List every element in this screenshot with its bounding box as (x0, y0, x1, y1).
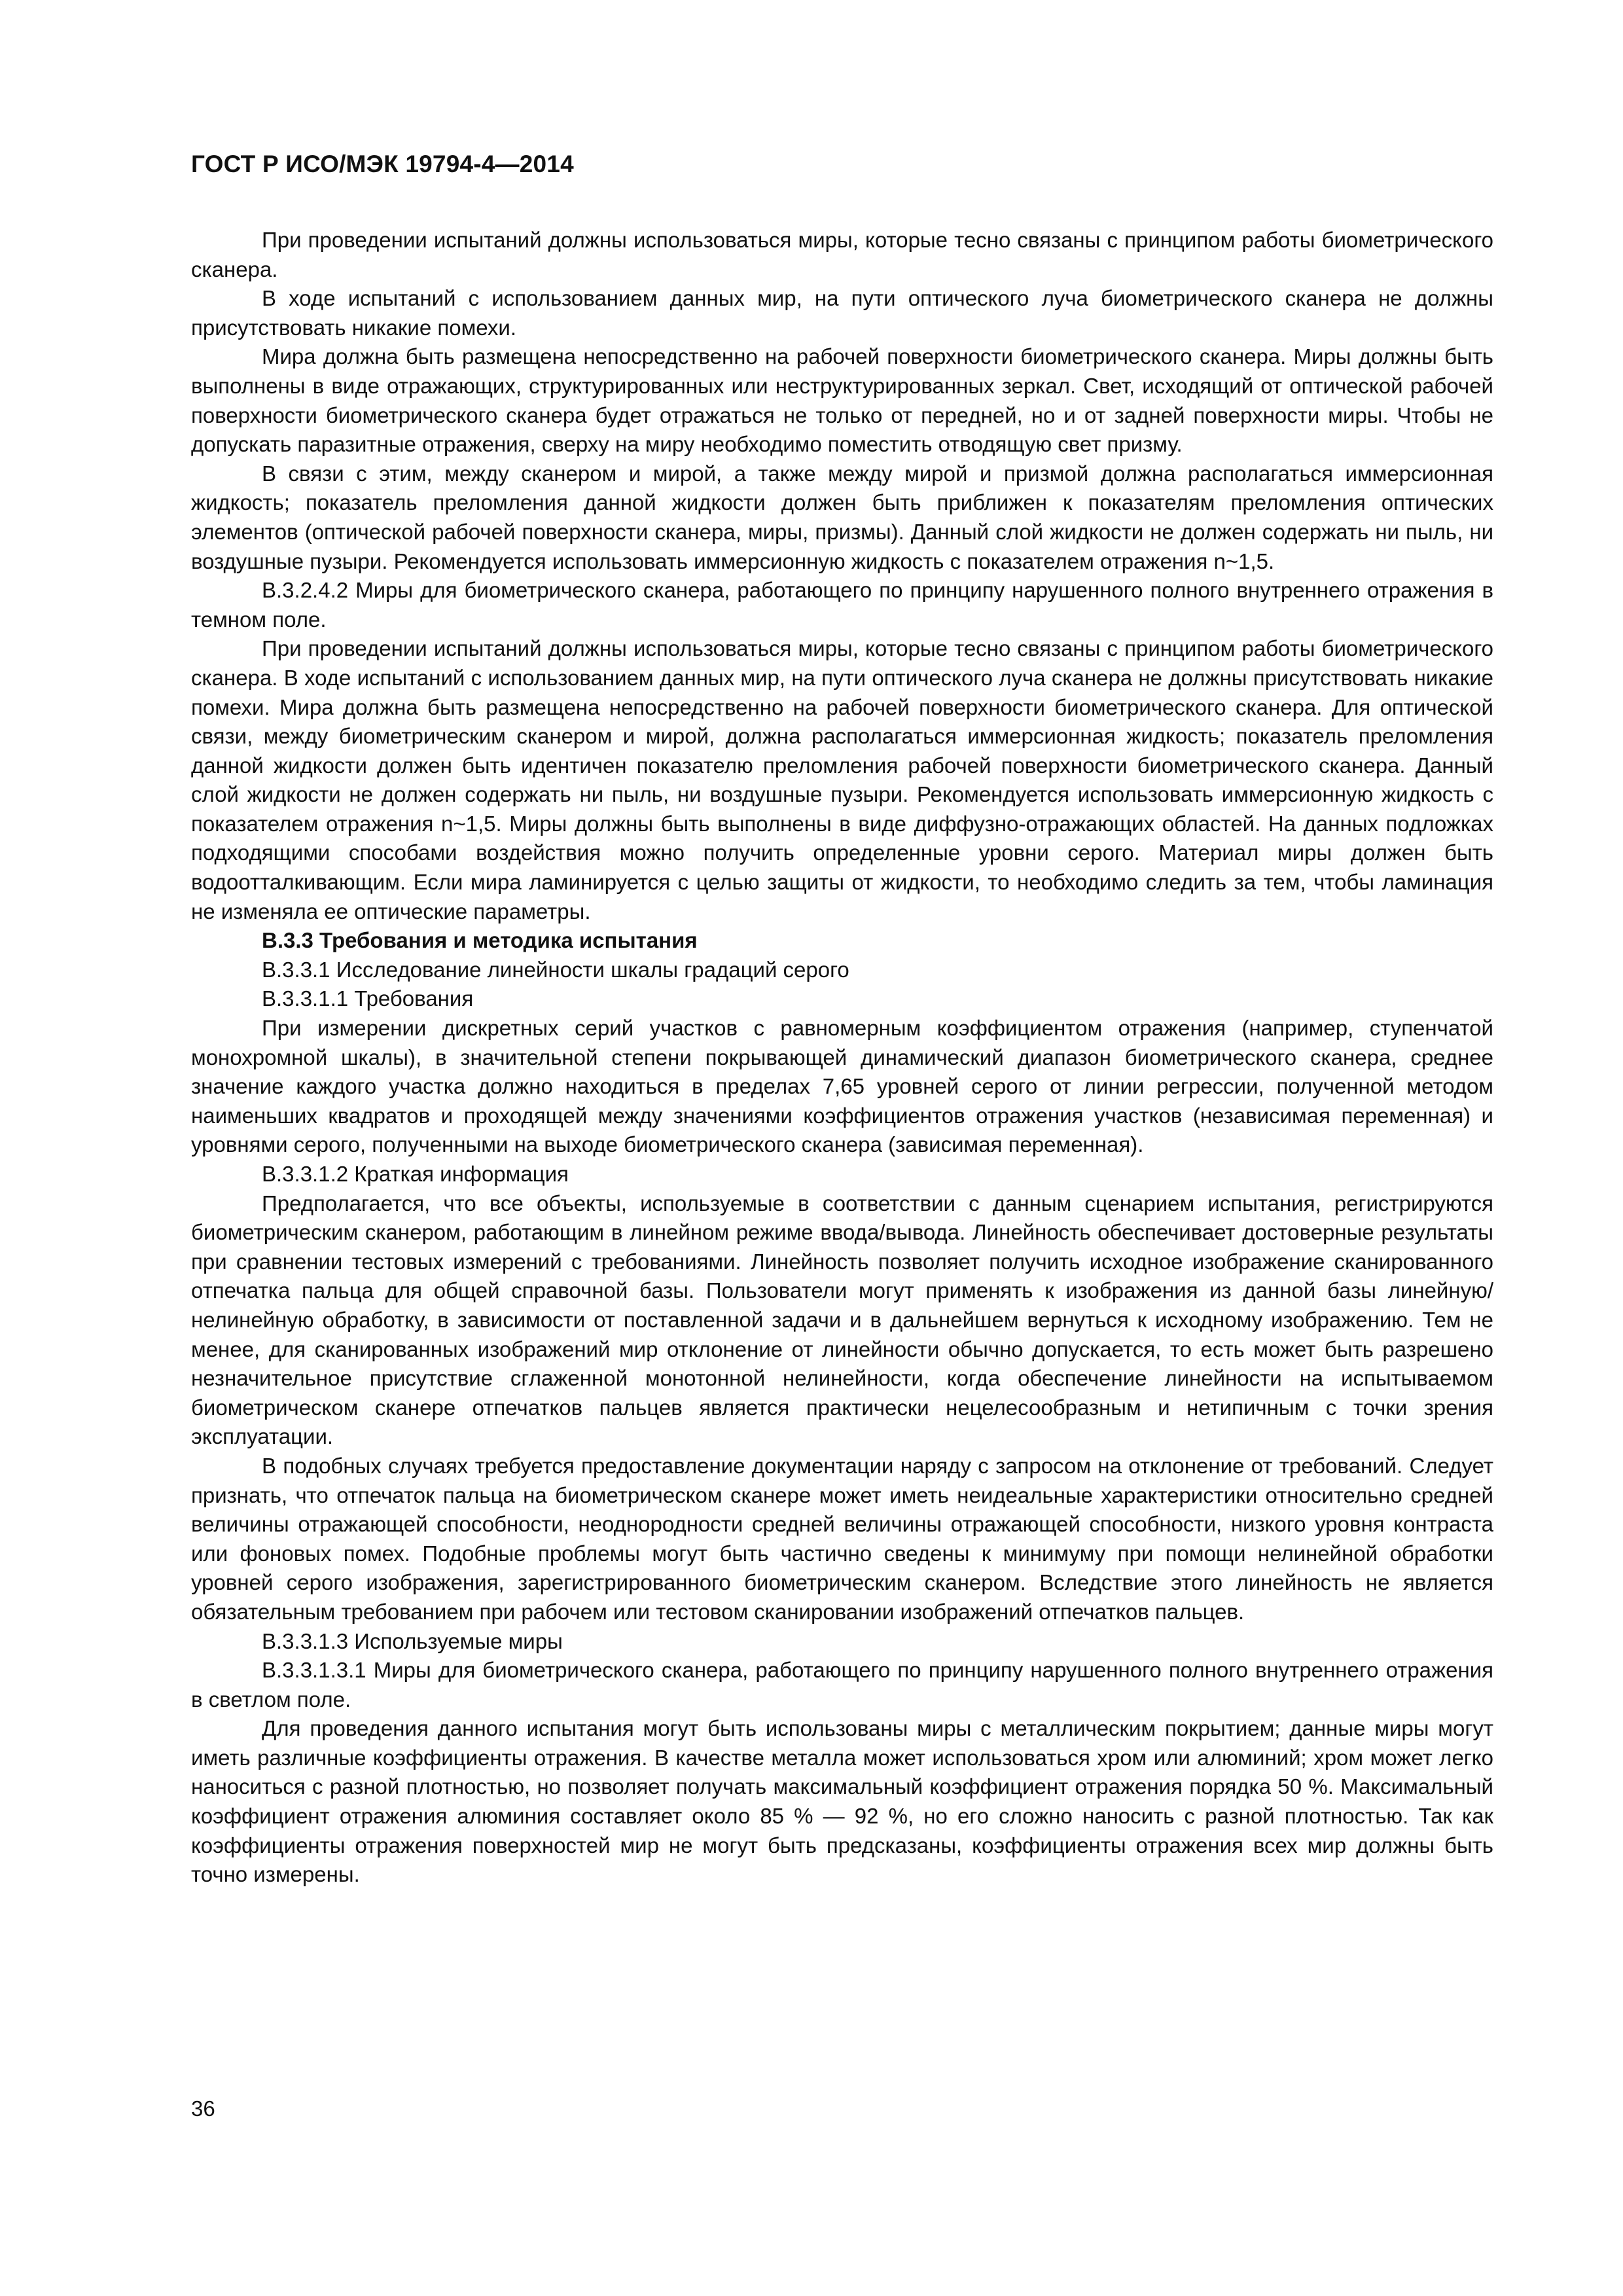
body-paragraph: При измерении дискретных серий участков с равномерным коэффициентом отражения (например, ступенчатой монохромной шкалы), в значительной степени покрывающей динамический диапазон биометрического сканера, среднее значение каждого участка должно находиться в пределах 7,65 уровней серого от линии регрессии, полученной методом наименьших квадратов и проходящей между значениями коэффициентов отражения участков (независимая переменная) и уровнями серого, полученными на выходе биометрического сканера (зависимая переменная). (191, 1016, 1493, 1157)
document-body (191, 226, 1493, 1890)
body-paragraph: В.3.2.4.2 Миры для биометрического сканера, работающего по принципу нарушенного полного внутреннего отражения в темном поле. (191, 578, 1493, 632)
body-paragraph: При проведении испытаний должны использоваться миры, которые тесно связаны с принципом работы биометрического сканера. В ходе испытаний с использованием данных мир, на пути оптического луча сканера не должны присутствовать никакие помехи. Мира должна быть размещена непосредственно на рабочей поверхности биометрического сканера. Для оптической связи, между биометрическим сканером и мирой, должна располагаться иммерсионная жидкость; показатель преломления данной жидкости должен быть идентичен показателю преломления рабочей поверхности биометрического сканера. Данный слой жидкости не должен содержать ни пыль, ни воздушные пузыри. Рекомендуется использовать иммерсионную жидкость с показателем отражения n~1,5. Миры должны быть выполнены в виде диффузно-отражающих областей. На данных подложках подходящими способами воздействия можно получить определенные уровни серого. Материал миры должен быть водоотталкивающим. Если мира ламинируется с целью защиты от жидкости, то необходимо следить за тем, чтобы ламинация не изменяла ее оптические параметры. (191, 636, 1493, 924)
body-paragraph: В.3.3.1.2 Краткая информация (262, 1162, 569, 1186)
body-paragraph: Для проведения данного испытания могут быть использованы миры с металлическим покрытием; данные миры могут иметь различные коэффициенты отражения. В качестве металла может использоваться хром или алюминий; хром может легко наноситься с разной плотностью, но позволяет получать максимальный коэффициент отражения порядка 50 %. Максимальный коэффициент отражения алюминия составляет около 85 % — 92 %, но его сложно наносить с разной плотностью. Так как коэффициенты отражения поверхностей мир не могут быть предсказаны, коэффициенты отражения всех мир должны быть точно измерены. (191, 1716, 1493, 1887)
body-paragraph: При проведении испытаний должны использоваться миры, которые тесно связаны с принципом работы биометрического сканера. (191, 228, 1493, 281)
body-paragraph: В связи с этим, между сканером и мирой, а также между мирой и призмой должна располагаться иммерсионная жидкость; показатель преломления данной жидкости должен быть приближен к показателям преломления оптических элементов (оптической рабочей поверхности сканера, миры, призмы). Данный слой жидкости не должен содержать ни пыль, ни воздушные пузыри. Рекомендуется использовать иммерсионную жидкость с показателем отражения n~1,5. (191, 461, 1493, 573)
section-heading: В.3.3 Требования и методика испытания (262, 928, 698, 953)
body-paragraph: В.3.3.1 Исследование линейности шкалы градаций серого (262, 957, 849, 982)
document-header: ГОСТ Р ИСО/МЭК 19794-4—2014 (191, 151, 574, 177)
body-paragraph: В ходе испытаний с использованием данных мир, на пути оптического луча биометрического сканера не должны присутствовать никакие помехи. (191, 286, 1493, 340)
body-paragraph: В.3.3.1.3.1 Миры для биометрического сканера, работающего по принципу нарушенного полного внутреннего отражения в светлом поле. (191, 1658, 1493, 1712)
body-paragraph: В.3.3.1.3 Используемые миры (262, 1628, 563, 1653)
body-paragraph: Мира должна быть размещена непосредственно на рабочей поверхности биометрического сканера. Миры должны быть выполнены в виде отражающих, структурированных или неструктурированных зеркал. Свет, исходящий от оптической рабочей поверхности биометрического сканера будет отражаться не только от передней, но и от задней поверхности миры. Чтобы не допускать паразитные отражения, сверху на миру необходимо поместить отводящую свет призму. (191, 344, 1493, 457)
page-number: 36 (191, 2096, 215, 2121)
body-paragraph: В подобных случаях требуется предоставление документации наряду с запросом на отклонение от требований. Следует признать, что отпечаток пальца на биометрическом сканере может иметь неидеальные характеристики относительно средней величины отражающей способности, неоднородности средней величины отражающей способности, низкого уровня контраста или фоновых помех. Подобные проблемы могут быть частично сведены к минимуму при помощи нелинейной обработки уровней серого изображения, зарегистрированного биометрическим сканером. Вследствие этого линейность не является обязательным требованием при рабочем или тестовом сканировании изображений отпечатков пальцев. (191, 1453, 1493, 1624)
body-paragraph: Предполагается, что все объекты, используемые в соответствии с данным сценарием испытания, регистрируются биометрическим сканером, работающим в линейном режиме ввода/вывода. Линейность обеспечивает достоверные результаты при сравнении тестовых измерений с требованиями. Линейность позволяет получить исходное изображение сканированного отпечатка пальца для общей справочной базы. Пользователи могут применять к изображения из данной базы линейную/нелинейную обработку, в зависимости от поставленной задачи и в дальнейшем вернуться к исходному изображению. Тем не менее, для сканированных изображений мир отклонение от линейности обычно допускается, то есть может быть разрешено незначительное присутствие сглаженной монотонной нелинейности, когда обеспечение линейности на испытываемом биометрическом сканере отпечатков пальцев является практически нецелесообразным и нетипичным с точки зрения эксплуатации. (191, 1191, 1493, 1449)
body-paragraph: В.3.3.1.1 Требования (262, 986, 474, 1011)
